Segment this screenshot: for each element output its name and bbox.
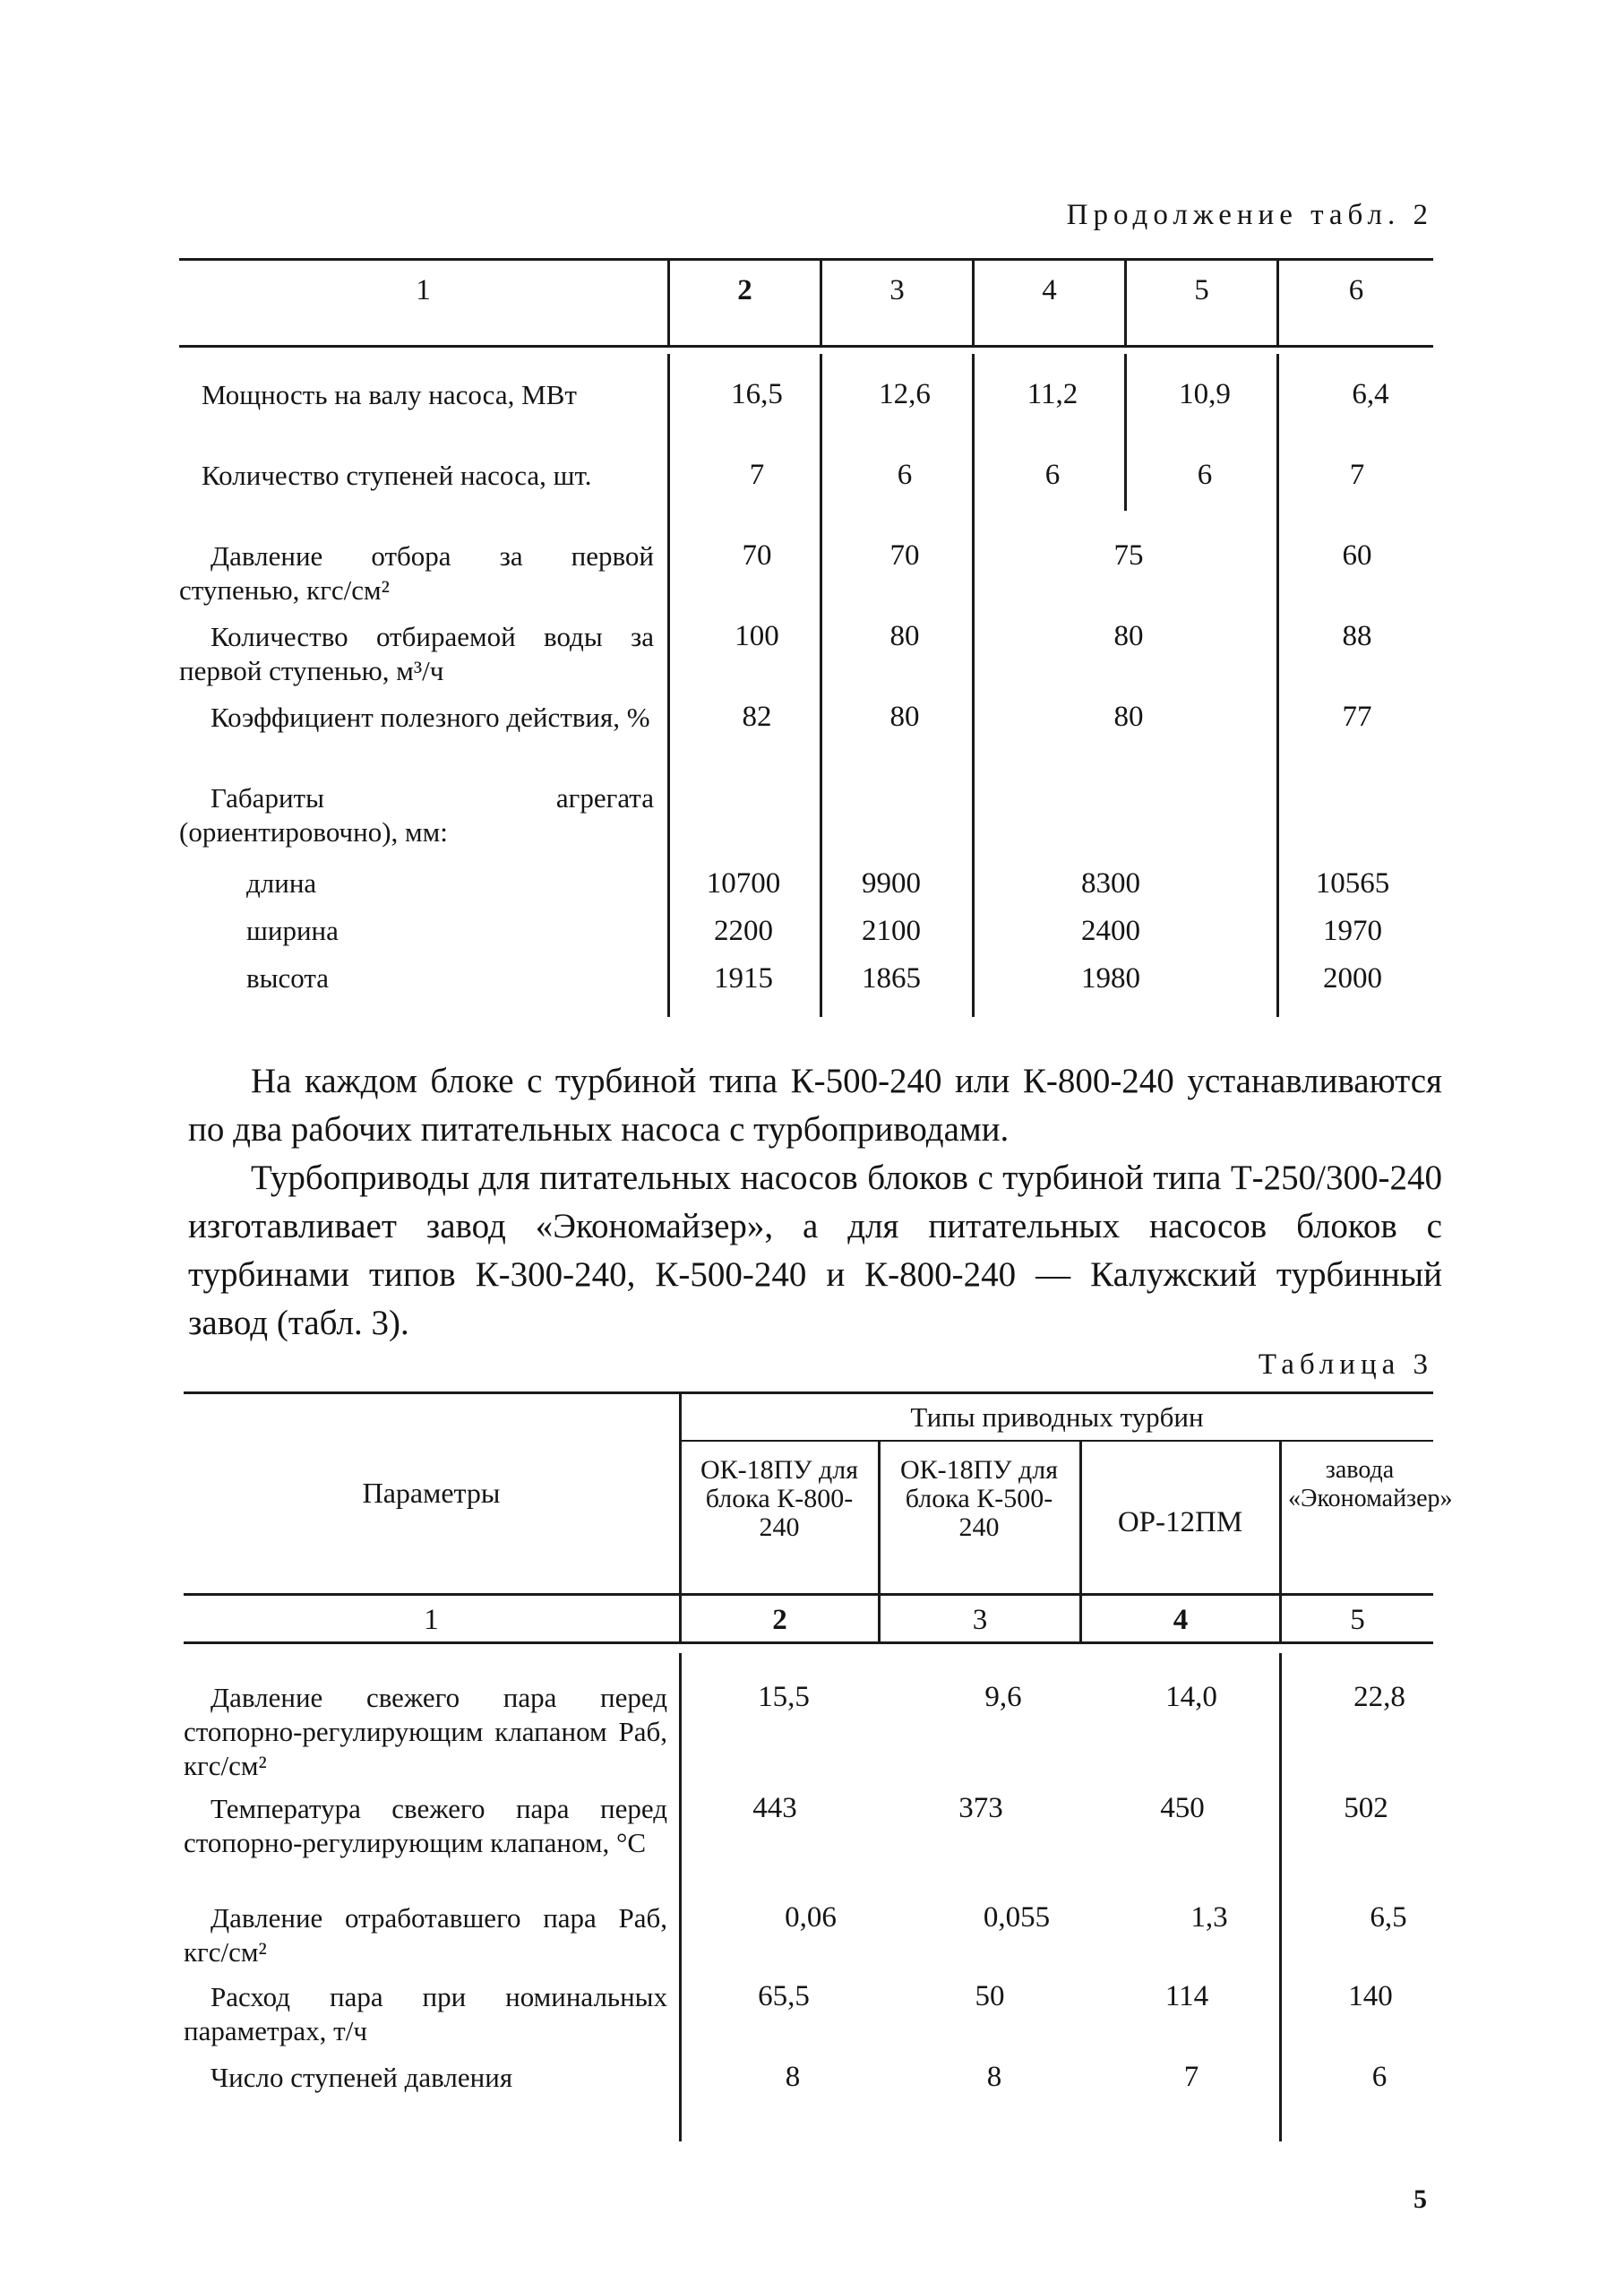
table2-cell: 7 bbox=[1349, 459, 1365, 491]
table3-cell: 65,5 bbox=[758, 1980, 810, 2012]
table2-cell: 6 bbox=[1044, 459, 1061, 491]
table2-cell: 1980 bbox=[1081, 962, 1140, 995]
table3-row-label: Число ступеней давления bbox=[211, 2062, 513, 2093]
table3-divider bbox=[679, 1653, 682, 2141]
table2-cell: 70 bbox=[742, 539, 772, 572]
table2-row-label: Мощность на валу насоса, МВт bbox=[202, 379, 577, 410]
table2-cell: 11,2 bbox=[1027, 378, 1078, 410]
table2-header-6: 6 bbox=[1348, 274, 1364, 306]
table2-cell: 82 bbox=[742, 701, 772, 733]
table3-cell: 6 bbox=[1371, 2061, 1388, 2093]
table2-cell: 80 bbox=[889, 701, 920, 733]
table2-cell: 88 bbox=[1342, 620, 1372, 652]
table2-subrow-label: длина bbox=[246, 867, 317, 899]
table3-cell: 14,0 bbox=[1165, 1681, 1217, 1713]
table3-col-header: ОР-12ПМ bbox=[1117, 1506, 1243, 1538]
table3-number: 3 bbox=[972, 1604, 988, 1636]
table2-caption: Продолжение табл. 2 bbox=[1066, 199, 1433, 231]
table2-cell: 8300 bbox=[1081, 867, 1140, 900]
table3-cell: 0,055 bbox=[983, 1901, 1051, 1934]
table2-subrow-label: высота bbox=[246, 962, 330, 994]
table2-row-label: Количество ступеней насоса, шт. bbox=[202, 460, 592, 491]
table2-row-label: Давление отбора за первой ступенью, кгс/см² bbox=[179, 540, 654, 606]
table2-header-2: 2 bbox=[737, 274, 752, 306]
table3-param-header: Параметры bbox=[362, 1477, 501, 1509]
table2-cell: 1970 bbox=[1323, 915, 1382, 947]
table2-cell: 10700 bbox=[706, 867, 781, 900]
table3-header-rule bbox=[184, 1593, 1433, 1596]
table3-row-label: Давление свежего пара перед стопорно-регулирующим клапаном Pаб, кгс/см² bbox=[184, 1682, 667, 1781]
table3-top-rule bbox=[184, 1391, 1433, 1394]
table3-cell: 6,5 bbox=[1370, 1901, 1407, 1934]
table3-cell: 22,8 bbox=[1353, 1681, 1405, 1713]
table2-cell: 100 bbox=[735, 620, 779, 652]
table2-header-3: 3 bbox=[889, 274, 905, 306]
table3-caption: Таблица 3 bbox=[1258, 1348, 1433, 1381]
table3-cell: 15,5 bbox=[758, 1681, 810, 1713]
table3-cell: 443 bbox=[752, 1792, 797, 1824]
table2-cell: 70 bbox=[889, 539, 920, 572]
table3-cell: 502 bbox=[1344, 1792, 1388, 1824]
table3-cell: 140 bbox=[1348, 1980, 1393, 2012]
table3-col-header: ОК-18ПУ для блока К-800-240 bbox=[700, 1455, 859, 1542]
table2-cell: 80 bbox=[1113, 620, 1144, 652]
table2-cell: 75 bbox=[1113, 539, 1144, 572]
table3-number-rule bbox=[184, 1641, 1433, 1644]
table3-cell: 0,06 bbox=[785, 1901, 837, 1934]
table3-cell: 114 bbox=[1164, 1980, 1209, 2012]
table2-body-divider bbox=[972, 354, 975, 1017]
table2-row-label: Количество отбираемой воды за первой ступенью, м³/ч bbox=[179, 621, 654, 686]
table2-cell: 80 bbox=[889, 620, 920, 652]
table3-cell: 1,3 bbox=[1190, 1901, 1228, 1934]
table2-cell: 6 bbox=[897, 459, 913, 491]
paragraph: На каждом блоке с турбиной типа К-500-240 или К-800-240 устанавливаются по два рабочих питательных насоса с турбоприводами. bbox=[188, 1062, 1442, 1149]
table3-cell: 8 bbox=[785, 2061, 801, 2093]
table2-subrow-label: ширина bbox=[246, 915, 339, 946]
table3-cell: 373 bbox=[958, 1792, 1003, 1824]
table3-number: 4 bbox=[1173, 1604, 1189, 1636]
table2-body-divider bbox=[820, 354, 822, 1017]
table2-cell: 2000 bbox=[1323, 962, 1382, 995]
table2-body-divider bbox=[667, 354, 670, 1017]
table2-top-rule bbox=[179, 258, 1433, 261]
table2-cell: 77 bbox=[1342, 701, 1372, 733]
table2-row-label: Коэффициент полезного действия, % bbox=[211, 702, 650, 733]
table2-cell: 80 bbox=[1113, 701, 1144, 733]
table2-header-1: 1 bbox=[416, 274, 431, 306]
table2-body-divider bbox=[1276, 354, 1279, 1017]
table2-cell: 16,5 bbox=[731, 378, 783, 410]
table3-group-rule bbox=[681, 1440, 1433, 1442]
table3-cell: 450 bbox=[1160, 1792, 1205, 1824]
table3-cell: 50 bbox=[975, 1980, 1005, 2012]
table2-cell: 1865 bbox=[862, 962, 921, 995]
table3-number: 2 bbox=[772, 1604, 787, 1636]
table2-body-divider bbox=[1124, 354, 1127, 511]
table2-cell: 2200 bbox=[714, 915, 773, 947]
table2-cell: 2100 bbox=[862, 915, 921, 947]
table3-group-header: Типы приводных турбин bbox=[910, 1401, 1204, 1433]
table3-row-label: Температура свежего пара перед стопорно-регулирующим клапаном, °С bbox=[184, 1793, 667, 1858]
table3-col-header: завода «Экономайзер» bbox=[1288, 1456, 1453, 1512]
table3-row-label: Расход пара при номинальных параметрах, т/ч bbox=[184, 1981, 667, 2046]
table2-header-rule bbox=[179, 345, 1433, 348]
paragraph: Турбоприводы для питательных насосов блоков с турбиной типа Т-250/300-240 изготавливает завод «Экономайзер», а для питательных насосов блоков с турбинами типов К-300-240, К-500-240 и К-800-240 — Калужский турбинный завод (табл. 3). bbox=[188, 1159, 1442, 1342]
table3-cell: 9,6 bbox=[984, 1681, 1022, 1713]
table2-cell: 9900 bbox=[862, 867, 921, 900]
table2-cell: 10,9 bbox=[1179, 378, 1231, 410]
table3-col-header: ОК-18ПУ для блока К-500-240 bbox=[899, 1455, 1059, 1542]
table2-cell: 2400 bbox=[1081, 915, 1140, 947]
table3-cell: 8 bbox=[986, 2061, 1002, 2093]
table2-cell: 60 bbox=[1342, 539, 1372, 572]
table2-cell: 10565 bbox=[1315, 867, 1390, 900]
table3-number: 1 bbox=[424, 1604, 439, 1636]
table2-cell: 7 bbox=[749, 459, 765, 491]
table3-divider bbox=[1279, 1653, 1282, 2141]
body-text bbox=[188, 1057, 1442, 1348]
table2-header-5: 5 bbox=[1194, 274, 1209, 306]
table3-cell: 7 bbox=[1183, 2061, 1199, 2093]
table2-header-4: 4 bbox=[1042, 274, 1057, 306]
table2-cell: 12,6 bbox=[879, 378, 931, 410]
table2-cell: 6,4 bbox=[1352, 378, 1389, 410]
table3-row-label: Давление отработавшего пара Pаб, кгс/см² bbox=[184, 1902, 667, 1968]
table2-row-label: Габариты агрегата (ориентировочно), мм: bbox=[179, 782, 654, 848]
table2-cell: 6 bbox=[1197, 459, 1213, 491]
table2-cell: 1915 bbox=[714, 962, 773, 995]
table3-number: 5 bbox=[1350, 1604, 1365, 1636]
page-number: 5 bbox=[1413, 2184, 1427, 2214]
